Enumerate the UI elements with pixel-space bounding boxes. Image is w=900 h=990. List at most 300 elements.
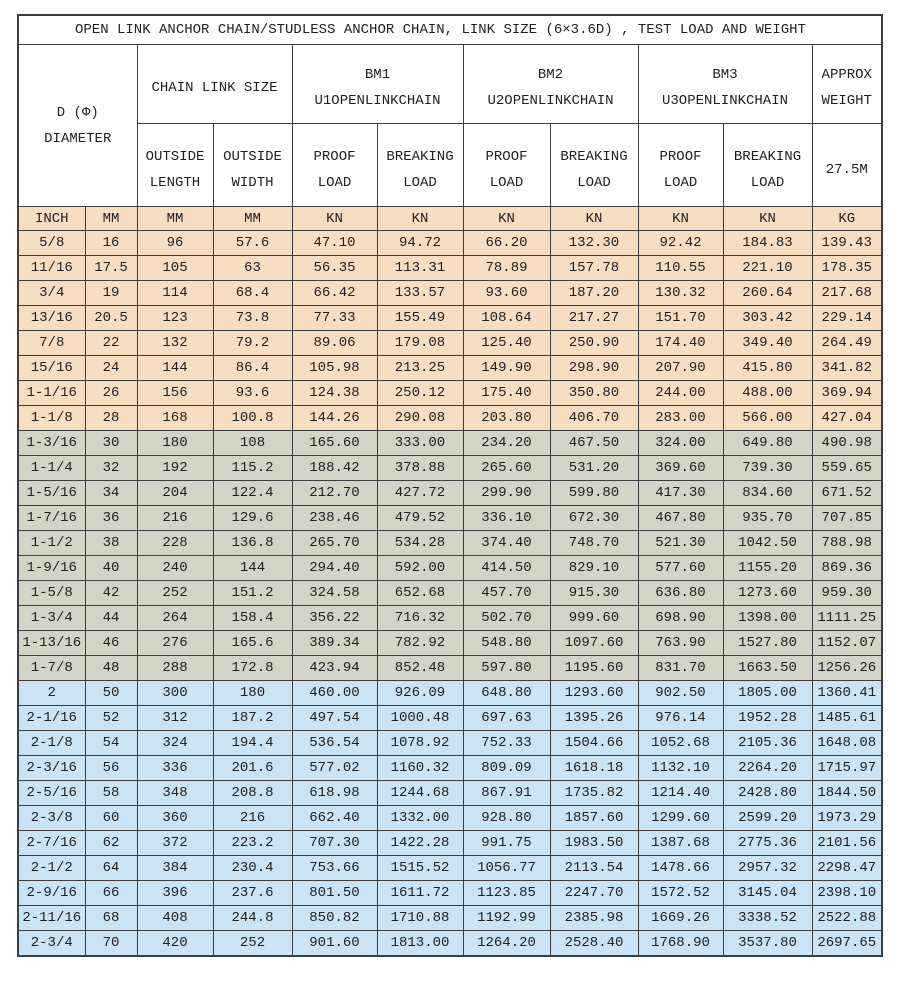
cell: 497.54 [292,706,377,731]
cell: 56.35 [292,256,377,281]
cell: 312 [137,706,213,731]
header-breaking-load-bm1 [377,124,463,207]
cell: 265.60 [463,456,550,481]
cell: 867.91 [463,781,550,806]
cell: 110.55 [638,256,723,281]
cell: 2-1/8 [18,731,85,756]
table-row [18,431,882,456]
cell: 915.30 [550,581,638,606]
table-row [18,906,882,931]
cell: 1123.85 [463,881,550,906]
cell: 113.31 [377,256,463,281]
cell: 54 [85,731,137,756]
cell: 294.40 [292,556,377,581]
cell: 79.2 [213,331,292,356]
cell: MM [85,207,137,231]
header-line: LENGTH [149,175,201,191]
cell: 168 [137,406,213,431]
cell: 672.30 [550,506,638,531]
header-outside-width [213,124,292,207]
cell: 234.20 [463,431,550,456]
cell: 457.70 [463,581,550,606]
cell: 1983.50 [550,831,638,856]
cell: 1-7/8 [18,656,85,681]
header-line: LOAD [489,175,524,191]
cell: 1056.77 [463,856,550,881]
cell: 1-7/16 [18,506,85,531]
cell: 63 [213,256,292,281]
header-line: LOAD [663,175,698,191]
cell: 1395.26 [550,706,638,731]
cell: 133.57 [377,281,463,306]
table-row [18,806,882,831]
cell: 93.60 [463,281,550,306]
cell: 300 [137,681,213,706]
cell: 42 [85,581,137,606]
cell: 1273.60 [723,581,812,606]
cell: 46 [85,631,137,656]
cell: 707.85 [812,506,882,531]
cell: 2775.36 [723,831,812,856]
cell: 324.58 [292,581,377,606]
header-line: OUTSIDE [145,149,205,165]
cell: 1-9/16 [18,556,85,581]
cell: 7/8 [18,331,85,356]
cell: 901.60 [292,931,377,957]
cell: 89.06 [292,331,377,356]
cell: 276 [137,631,213,656]
cell: 2105.36 [723,731,812,756]
cell: 66 [85,881,137,906]
header-line: U3OPENLINKCHAIN [661,93,789,109]
cell: 1264.20 [463,931,550,957]
cell: 288 [137,656,213,681]
cell: 559.65 [812,456,882,481]
cell: 223.2 [213,831,292,856]
cell: 144.26 [292,406,377,431]
cell: 2-3/16 [18,756,85,781]
cell: 618.98 [292,781,377,806]
spec-table [17,14,883,957]
cell: KN [638,207,723,231]
cell: 216 [213,806,292,831]
cell: 350.80 [550,381,638,406]
cell: 22 [85,331,137,356]
cell: 250.90 [550,331,638,356]
cell: 66.42 [292,281,377,306]
cell: 467.80 [638,506,723,531]
cell: 536.54 [292,731,377,756]
header-line: BM2 [537,67,564,83]
cell: 1192.99 [463,906,550,931]
cell: 1332.00 [377,806,463,831]
cell: 349.40 [723,331,812,356]
cell: 1515.52 [377,856,463,881]
cell: 228 [137,531,213,556]
cell: 48 [85,656,137,681]
cell: 1572.52 [638,881,723,906]
table-row [18,731,882,756]
header-bm3 [638,45,812,124]
cell: 2101.56 [812,831,882,856]
cell: 1527.80 [723,631,812,656]
cell: 336 [137,756,213,781]
table-row [18,856,882,881]
cell: 2264.20 [723,756,812,781]
cell: 20.5 [85,306,137,331]
cell: 592.00 [377,556,463,581]
cell: 3537.80 [723,931,812,957]
cell: 1078.92 [377,731,463,756]
cell: 488.00 [723,381,812,406]
cell: 244.00 [638,381,723,406]
table-row [18,756,882,781]
cell: 534.28 [377,531,463,556]
cell: 28 [85,406,137,431]
header-proof-load-bm2 [463,124,550,207]
cell: 356.22 [292,606,377,631]
cell: 1214.40 [638,781,723,806]
cell: 60 [85,806,137,831]
cell: 406.70 [550,406,638,431]
header-line: LOAD [317,175,352,191]
cell: 1663.50 [723,656,812,681]
table-body [18,207,882,957]
header-bm2 [463,45,638,124]
cell: 548.80 [463,631,550,656]
cell: 935.70 [723,506,812,531]
cell: 1-1/8 [18,406,85,431]
cell: 1710.88 [377,906,463,931]
cell: MM [213,207,292,231]
cell: 577.60 [638,556,723,581]
cell: 698.90 [638,606,723,631]
cell: 175.40 [463,381,550,406]
cell: 221.10 [723,256,812,281]
cell: 521.30 [638,531,723,556]
cell: 70 [85,931,137,957]
cell: 348 [137,781,213,806]
cell: 165.6 [213,631,292,656]
header-chain-link-size [137,45,292,124]
cell: 1844.50 [812,781,882,806]
cell: 240 [137,556,213,581]
cell: 64 [85,856,137,881]
cell: 360 [137,806,213,831]
title-row [18,15,882,45]
cell: 1-3/16 [18,431,85,456]
cell: 577.02 [292,756,377,781]
cell: 566.00 [723,406,812,431]
table-row [18,406,882,431]
cell: 108 [213,431,292,456]
cell: 1398.00 [723,606,812,631]
cell: 156 [137,381,213,406]
cell: 1-5/16 [18,481,85,506]
table-row [18,831,882,856]
cell: 2-9/16 [18,881,85,906]
cell: 809.09 [463,756,550,781]
cell: 237.6 [213,881,292,906]
cell: 229.14 [812,306,882,331]
cell: 283.00 [638,406,723,431]
header-group-row [18,45,882,124]
cell: 62 [85,831,137,856]
cell: 1669.26 [638,906,723,931]
cell: 201.6 [213,756,292,781]
cell: 831.70 [638,656,723,681]
cell: 1-1/16 [18,381,85,406]
cell: 1-5/8 [18,581,85,606]
units-row [18,207,882,231]
cell: 1618.18 [550,756,638,781]
cell: 178.35 [812,256,882,281]
cell: 1256.26 [812,656,882,681]
cell: MM [137,207,213,231]
cell: 68.4 [213,281,292,306]
cell: 34 [85,481,137,506]
cell: 3/4 [18,281,85,306]
cell: 369.94 [812,381,882,406]
cell: 19 [85,281,137,306]
header-breaking-load-bm3 [723,124,812,207]
cell: 165.60 [292,431,377,456]
cell: 77.33 [292,306,377,331]
cell: 252 [137,581,213,606]
cell: 1387.68 [638,831,723,856]
cell: 144 [213,556,292,581]
cell: KG [812,207,882,231]
header-line: WIDTH [231,175,274,191]
cell: 902.50 [638,681,723,706]
cell: 174.40 [638,331,723,356]
cell: 531.20 [550,456,638,481]
cell: 264.49 [812,331,882,356]
header-line: BM1 [364,67,391,83]
cell: 1-13/16 [18,631,85,656]
cell: 132 [137,331,213,356]
cell: 13/16 [18,306,85,331]
cell: 2-11/16 [18,906,85,931]
cell: 1052.68 [638,731,723,756]
cell: 959.30 [812,581,882,606]
cell: 265.70 [292,531,377,556]
cell: 157.78 [550,256,638,281]
cell: 56 [85,756,137,781]
cell: 217.27 [550,306,638,331]
cell: 782.92 [377,631,463,656]
cell: 1973.29 [812,806,882,831]
table-row [18,231,882,256]
cell: 1422.28 [377,831,463,856]
cell: 187.2 [213,706,292,731]
cell: 1195.60 [550,656,638,681]
cell: 139.43 [812,231,882,256]
header-bm1 [292,45,463,124]
cell: 78.89 [463,256,550,281]
table-row [18,706,882,731]
table-row [18,781,882,806]
cell: KN [723,207,812,231]
cell: 50 [85,681,137,706]
cell: 93.6 [213,381,292,406]
cell: 179.08 [377,331,463,356]
cell: 2113.54 [550,856,638,881]
cell: 1132.10 [638,756,723,781]
cell: 1485.61 [812,706,882,731]
cell: 926.09 [377,681,463,706]
cell: 753.66 [292,856,377,881]
header-diameter [18,45,137,207]
table-row [18,931,882,957]
cell: 1-1/4 [18,456,85,481]
header-sub-row [18,124,882,207]
cell: KN [550,207,638,231]
table-row [18,356,882,381]
cell: 44 [85,606,137,631]
cell: 2398.10 [812,881,882,906]
header-line: LOAD [577,175,611,191]
table-row [18,681,882,706]
cell: 396 [137,881,213,906]
cell: 2-3/4 [18,931,85,957]
cell: 203.80 [463,406,550,431]
cell: 671.52 [812,481,882,506]
cell: 384 [137,856,213,881]
cell: 130.32 [638,281,723,306]
cell: 136.8 [213,531,292,556]
cell: 94.72 [377,231,463,256]
header-line: WEIGHT [821,93,872,109]
cell: 991.75 [463,831,550,856]
header-line: CHAIN LINK SIZE [151,80,278,96]
cell: 11/16 [18,256,85,281]
cell: 1244.68 [377,781,463,806]
header-line: OUTSIDE [223,149,282,165]
header-line: PROOF [659,149,702,165]
cell: 739.30 [723,456,812,481]
cell: 1735.82 [550,781,638,806]
cell: 716.32 [377,606,463,631]
cell: 38 [85,531,137,556]
cell: 427.72 [377,481,463,506]
cell: 748.70 [550,531,638,556]
cell: 58 [85,781,137,806]
cell: 2-1/2 [18,856,85,881]
cell: 2-1/16 [18,706,85,731]
cell: 208.8 [213,781,292,806]
chain-spec-sheet [17,14,883,957]
cell: 850.82 [292,906,377,931]
table-row [18,481,882,506]
header-approx-weight [812,45,882,124]
table-row [18,306,882,331]
cell: 3338.52 [723,906,812,931]
cell: 415.80 [723,356,812,381]
cell: 1111.25 [812,606,882,631]
cell: 129.6 [213,506,292,531]
cell: 260.64 [723,281,812,306]
cell: 1000.48 [377,706,463,731]
cell: 1160.32 [377,756,463,781]
cell: 333.00 [377,431,463,456]
cell: KN [463,207,550,231]
header-line: 27.5M [825,162,868,178]
header-breaking-load-bm2 [550,124,638,207]
cell: 763.90 [638,631,723,656]
cell: 204 [137,481,213,506]
cell: 52 [85,706,137,731]
header-line: BREAKING [560,149,628,165]
cell: 479.52 [377,506,463,531]
cell: 149.90 [463,356,550,381]
cell: 298.90 [550,356,638,381]
cell: 852.48 [377,656,463,681]
cell: 132.30 [550,231,638,256]
table-row [18,256,882,281]
cell: 250.12 [377,381,463,406]
cell: 238.46 [292,506,377,531]
cell: 244.8 [213,906,292,931]
cell: 184.83 [723,231,812,256]
cell: 17.5 [85,256,137,281]
cell: 1360.41 [812,681,882,706]
cell: 1805.00 [723,681,812,706]
cell: 180 [213,681,292,706]
cell: 303.42 [723,306,812,331]
cell: 100.8 [213,406,292,431]
cell: 290.08 [377,406,463,431]
header-line: APPROX [821,67,872,83]
header-line: BREAKING [733,149,802,165]
cell: 1293.60 [550,681,638,706]
cell: 467.50 [550,431,638,456]
cell: 264 [137,606,213,631]
cell: 180 [137,431,213,456]
cell: 194.4 [213,731,292,756]
cell: 829.10 [550,556,638,581]
cell: 115.2 [213,456,292,481]
cell: 5/8 [18,231,85,256]
cell: 122.4 [213,481,292,506]
cell: 2-5/16 [18,781,85,806]
cell: 252 [213,931,292,957]
cell: 1715.97 [812,756,882,781]
cell: 36 [85,506,137,531]
cell: 207.90 [638,356,723,381]
cell: 636.80 [638,581,723,606]
cell: 213.25 [377,356,463,381]
table-row [18,531,882,556]
cell: 1648.08 [812,731,882,756]
cell: 3145.04 [723,881,812,906]
header-line: DIAMETER [44,130,112,147]
cell: 697.63 [463,706,550,731]
cell: 123 [137,306,213,331]
table-row [18,281,882,306]
cell: 47.10 [292,231,377,256]
cell: 1097.60 [550,631,638,656]
cell: 649.80 [723,431,812,456]
cell: 414.50 [463,556,550,581]
cell: 928.80 [463,806,550,831]
cell: 68 [85,906,137,931]
cell: 26 [85,381,137,406]
cell: 2247.70 [550,881,638,906]
cell: 151.70 [638,306,723,331]
cell: 460.00 [292,681,377,706]
cell: 652.68 [377,581,463,606]
